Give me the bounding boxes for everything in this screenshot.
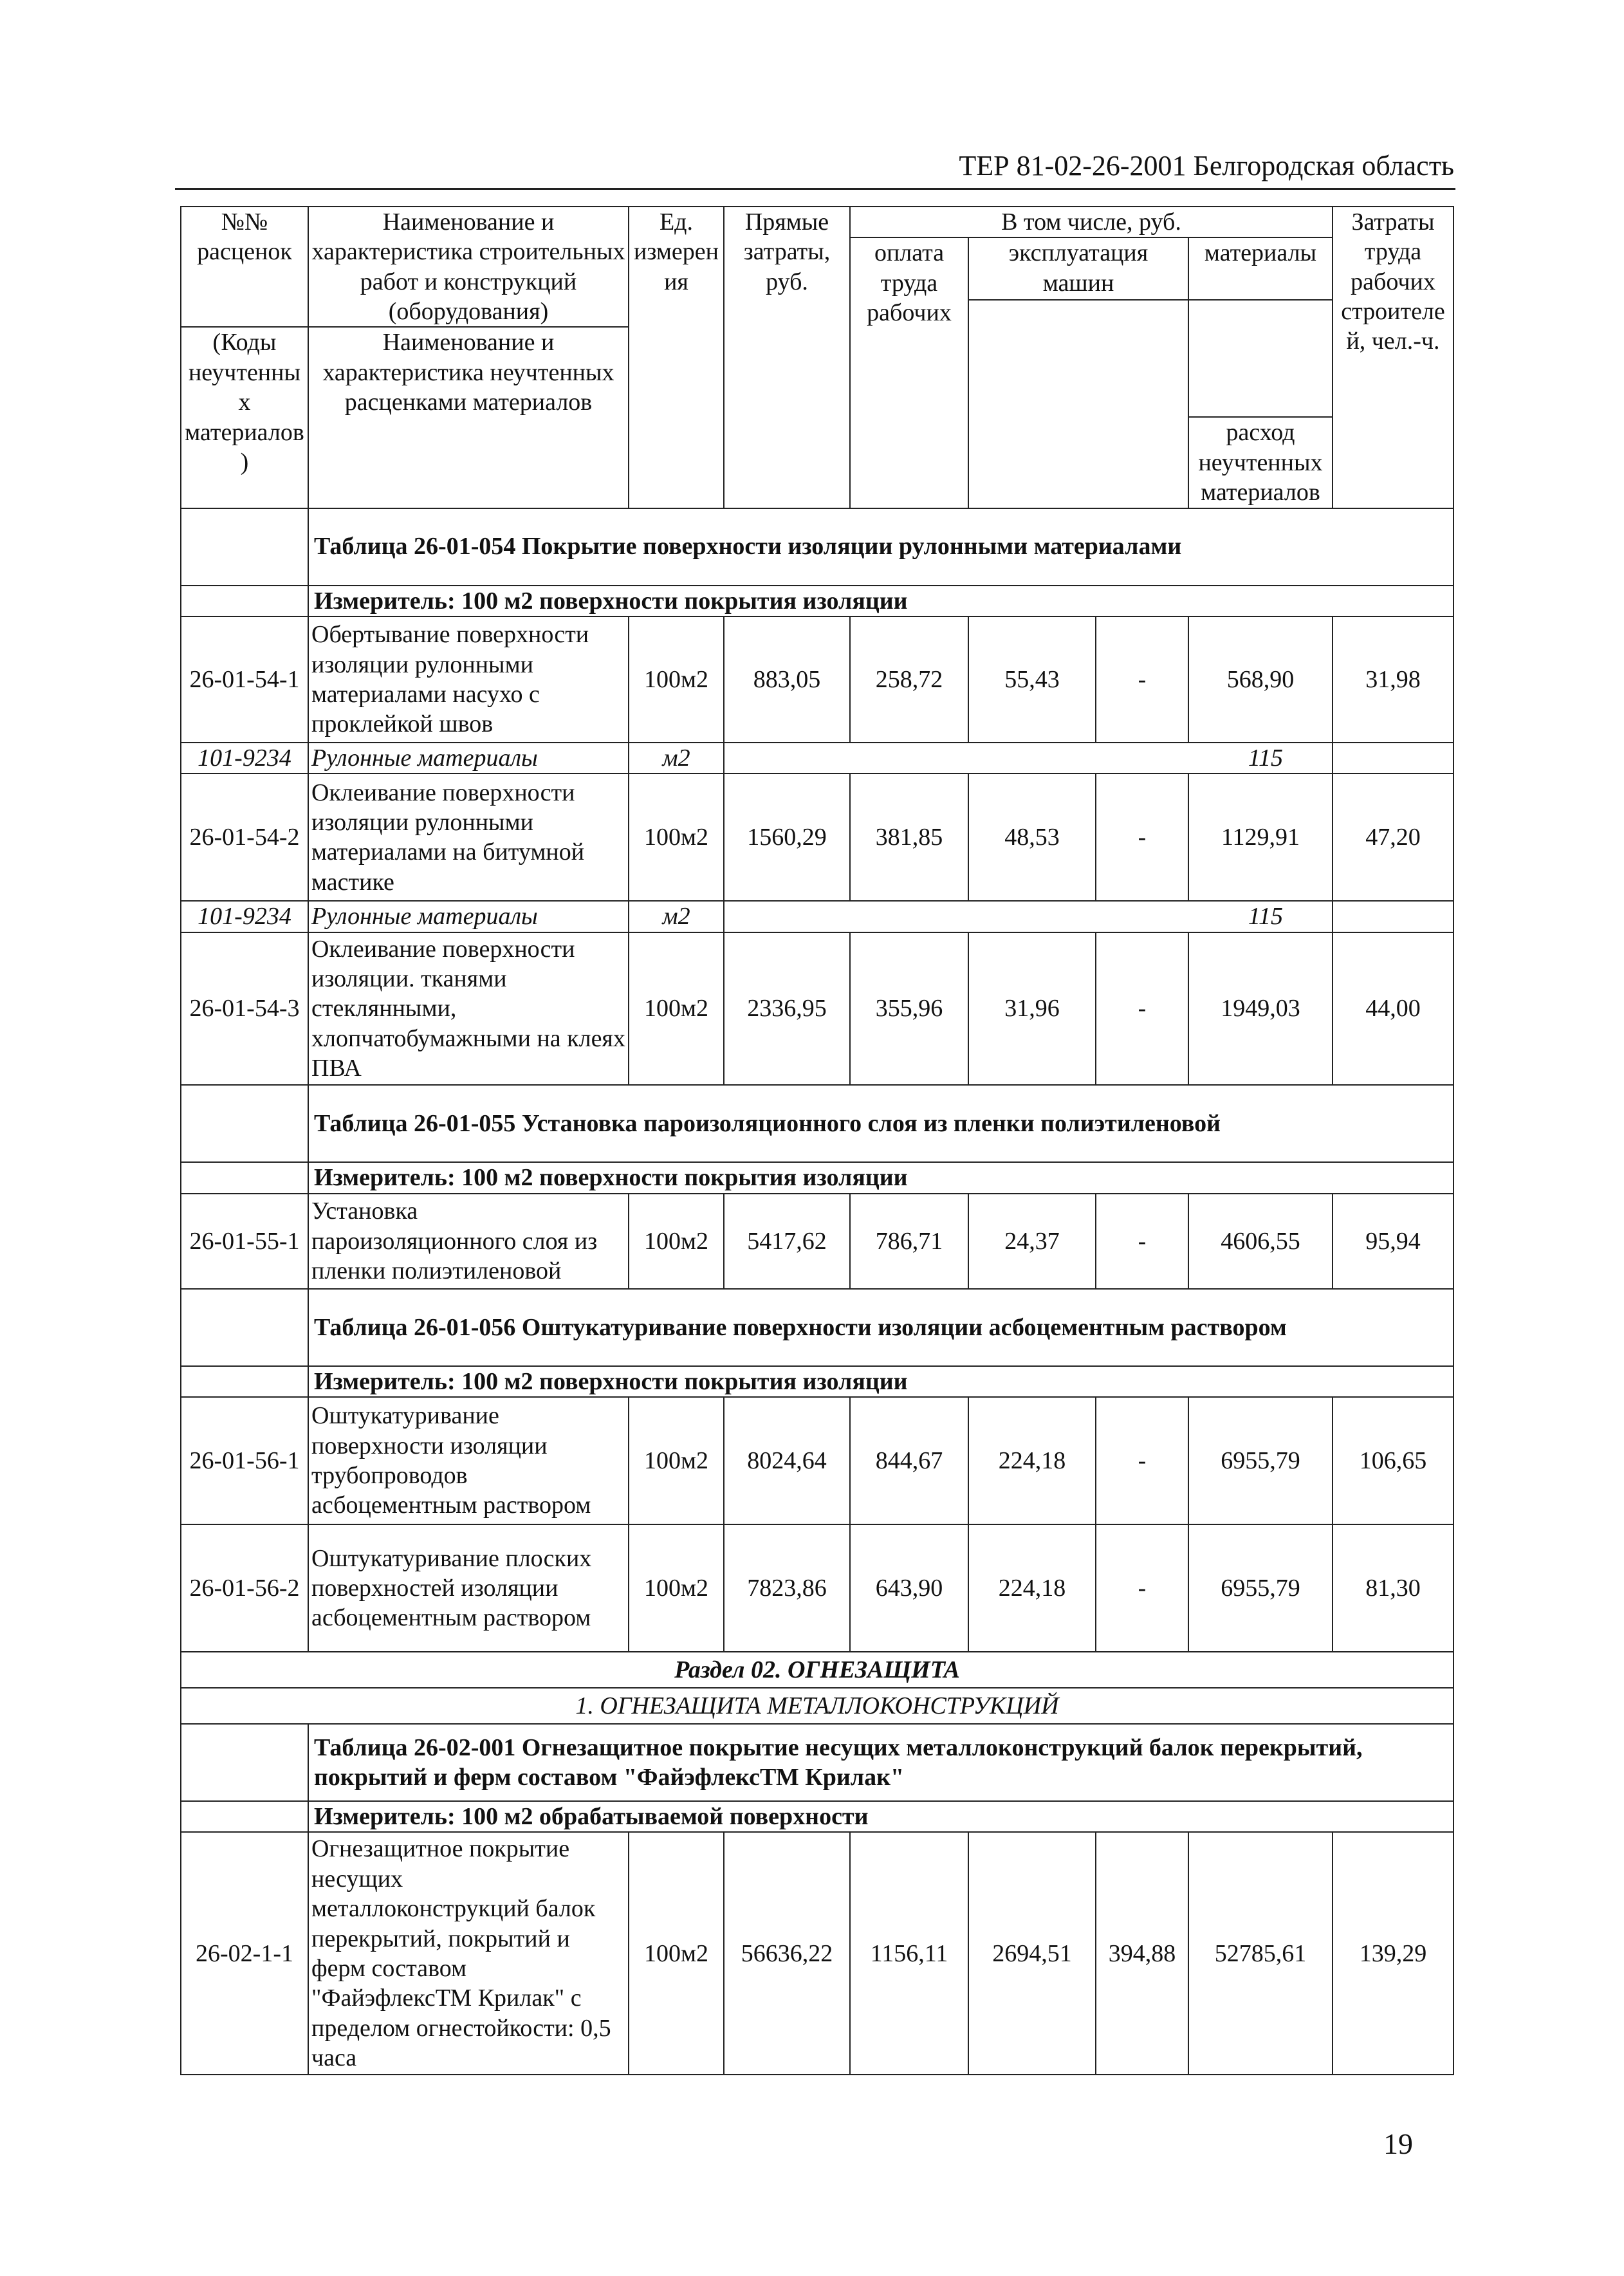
col-incl-header: В том числе, руб. bbox=[850, 207, 1333, 237]
blank-cell bbox=[181, 508, 308, 586]
direct-cost: 883,05 bbox=[724, 616, 850, 743]
blank-cell bbox=[181, 586, 308, 616]
direct-cost: 1560,29 bbox=[724, 773, 850, 901]
material-name: Рулонные материалы bbox=[308, 901, 629, 932]
machines-total: 31,96 bbox=[968, 932, 1096, 1086]
page-number: 19 bbox=[1383, 2127, 1413, 2160]
machines-total: 55,43 bbox=[968, 616, 1096, 743]
labor-hours: 47,20 bbox=[1333, 773, 1453, 901]
materials-cost: 568,90 bbox=[1188, 616, 1333, 743]
blank-cell bbox=[1333, 901, 1453, 932]
labor-hours: 31,98 bbox=[1333, 616, 1453, 743]
section-title: Раздел 02. ОГНЕЗАЩИТА bbox=[181, 1652, 1453, 1688]
materials-cost: 52785,61 bbox=[1188, 1832, 1333, 2075]
unit: 100м2 bbox=[629, 773, 724, 901]
direct-cost: 8024,64 bbox=[724, 1397, 850, 1524]
machines-total: 48,53 bbox=[968, 773, 1096, 901]
header-rule bbox=[175, 188, 1455, 190]
rate-name: Оштукатуривание поверхности изоляции трубопроводов асбоцементным раствором bbox=[308, 1397, 629, 1524]
labor-hours: 44,00 bbox=[1333, 932, 1453, 1086]
material-unit: м2 bbox=[629, 743, 724, 773]
blank-cell bbox=[181, 1366, 308, 1397]
material-code: 101-9234 bbox=[181, 743, 308, 773]
col-name-header: Наименование и характеристика строительных работ и конструкций (оборудования) bbox=[308, 207, 629, 327]
material-name: Рулонные материалы bbox=[308, 743, 629, 773]
price-table bbox=[180, 206, 1454, 2075]
unit: 100м2 bbox=[629, 1194, 724, 1289]
table-row bbox=[181, 932, 1453, 1086]
table-title: Таблица 26-02-001 Огнезащитное покрытие несущих металлоконструкций балок перекрытий, покрытий и ферм составом "ФайэфлексТМ Крилак" bbox=[308, 1724, 1453, 1801]
measure-line: Измеритель: 100 м2 поверхности покрытия изоляции bbox=[308, 1366, 1453, 1397]
table-title: Таблица 26-01-055 Установка пароизоляционного слоя из пленки полиэтиленовой bbox=[308, 1085, 1453, 1162]
labor-pay: 258,72 bbox=[850, 616, 968, 743]
table-title: Таблица 26-01-054 Покрытие поверхности изоляции рулонными материалами bbox=[308, 508, 1453, 586]
col-code2-header: (Коды неучтенных материалов) bbox=[181, 327, 308, 508]
machines-pay: - bbox=[1096, 616, 1188, 743]
labor-hours: 106,65 bbox=[1333, 1397, 1453, 1524]
labor-pay: 381,85 bbox=[850, 773, 968, 901]
blank-cell bbox=[181, 1162, 308, 1193]
rate-name: Огнезащитное покрытие несущих металлоконструкций балок перекрытий, покрытий и ферм составом "ФайэфлексТМ Крилак" с пределом огнестойкости: 0,5 часа bbox=[308, 1832, 629, 2075]
rate-code: 26-02-1-1 bbox=[181, 1832, 308, 2075]
labor-pay: 1156,11 bbox=[850, 1832, 968, 2075]
machines-total: 2694,51 bbox=[968, 1832, 1096, 2075]
col-machines-header: эксплуатация машин bbox=[968, 237, 1188, 300]
direct-cost: 5417,62 bbox=[724, 1194, 850, 1289]
direct-cost: 2336,95 bbox=[724, 932, 850, 1086]
rate-name: Установка пароизоляционного слоя из пленки полиэтиленовой bbox=[308, 1194, 629, 1289]
materials-cost: 6955,79 bbox=[1188, 1397, 1333, 1524]
section-subtitle: 1. ОГНЕЗАЩИТА МЕТАЛЛОКОНСТРУКЦИЙ bbox=[181, 1688, 1453, 1724]
measure-line: Измеритель: 100 м2 обрабатываемой поверхности bbox=[308, 1801, 1453, 1832]
rate-code: 26-01-56-2 bbox=[181, 1524, 308, 1652]
direct-cost: 56636,22 bbox=[724, 1832, 850, 2075]
materials-cost: 1129,91 bbox=[1188, 773, 1333, 901]
labor-pay: 786,71 bbox=[850, 1194, 968, 1289]
machines-pay: - bbox=[1096, 1397, 1188, 1524]
labor-hours: 139,29 bbox=[1333, 1832, 1453, 2075]
blank-cell bbox=[181, 1085, 308, 1162]
machines-total: 224,18 bbox=[968, 1524, 1096, 1652]
material-qty: 115 bbox=[724, 901, 1333, 932]
col-direct-header: Прямые затраты, руб. bbox=[724, 207, 850, 508]
rate-name: Оштукатуривание плоских поверхностей изоляции асбоцементным раствором bbox=[308, 1524, 629, 1652]
materials-cost: 4606,55 bbox=[1188, 1194, 1333, 1289]
rate-code: 26-01-54-2 bbox=[181, 773, 308, 901]
rate-name: Оклеивание поверхности изоляции. тканями стеклянными, хлопчатобумажными на клеях ПВА bbox=[308, 932, 629, 1086]
labor-hours: 95,94 bbox=[1333, 1194, 1453, 1289]
measure-line: Измеритель: 100 м2 поверхности покрытия изоляции bbox=[308, 586, 1453, 616]
col-materials-header: материалы bbox=[1188, 237, 1333, 300]
document-header: ТЕР 81-02-26-2001 Белгородская область bbox=[959, 150, 1454, 181]
col-machines-sub-space bbox=[968, 300, 1188, 508]
col-labor-header: Затраты труда рабочих строителей, чел.-ч. bbox=[1333, 207, 1453, 508]
col-unit-header: Ед. измерения bbox=[629, 207, 724, 508]
machines-total: 224,18 bbox=[968, 1397, 1096, 1524]
col-materials-space bbox=[1188, 300, 1333, 417]
rate-name: Обертывание поверхности изоляции рулонными материалами насухо с проклейкой швов bbox=[308, 616, 629, 743]
rate-code: 26-01-55-1 bbox=[181, 1194, 308, 1289]
material-qty: 115 bbox=[724, 743, 1333, 773]
table-title: Таблица 26-01-056 Оштукатуривание поверхности изоляции асбоцементным раствором bbox=[308, 1289, 1453, 1366]
machines-total: 24,37 bbox=[968, 1194, 1096, 1289]
unit: 100м2 bbox=[629, 616, 724, 743]
materials-cost: 1949,03 bbox=[1188, 932, 1333, 1086]
direct-cost: 7823,86 bbox=[724, 1524, 850, 1652]
labor-pay: 355,96 bbox=[850, 932, 968, 1086]
blank-cell bbox=[181, 1289, 308, 1366]
col-code-header: №№ расценок bbox=[181, 207, 308, 327]
labor-pay: 643,90 bbox=[850, 1524, 968, 1652]
unit: 100м2 bbox=[629, 1524, 724, 1652]
machines-pay: - bbox=[1096, 1524, 1188, 1652]
measure-line: Измеритель: 100 м2 поверхности покрытия изоляции bbox=[308, 1162, 1453, 1193]
col-matuse-header: расход неучтенных материалов bbox=[1188, 417, 1333, 508]
machines-pay: - bbox=[1096, 773, 1188, 901]
labor-pay: 844,67 bbox=[850, 1397, 968, 1524]
material-row bbox=[181, 901, 1453, 932]
labor-hours: 81,30 bbox=[1333, 1524, 1453, 1652]
table-row bbox=[181, 1194, 1453, 1289]
material-row bbox=[181, 743, 1453, 773]
machines-pay: - bbox=[1096, 932, 1188, 1086]
table-row bbox=[181, 1524, 1453, 1652]
blank-cell bbox=[181, 1801, 308, 1832]
unit: 100м2 bbox=[629, 1397, 724, 1524]
material-unit: м2 bbox=[629, 901, 724, 932]
blank-cell bbox=[1333, 743, 1453, 773]
machines-pay: - bbox=[1096, 1194, 1188, 1289]
materials-cost: 6955,79 bbox=[1188, 1524, 1333, 1652]
unit: 100м2 bbox=[629, 932, 724, 1086]
table-row bbox=[181, 616, 1453, 743]
rate-code: 26-01-54-3 bbox=[181, 932, 308, 1086]
table-row bbox=[181, 1832, 1453, 2075]
col-laborpay-header: оплата труда рабочих bbox=[850, 237, 968, 508]
blank-cell bbox=[181, 1724, 308, 1801]
rate-name: Оклеивание поверхности изоляции рулонными материалами на битумной мастике bbox=[308, 773, 629, 901]
rate-code: 26-01-56-1 bbox=[181, 1397, 308, 1524]
table-row bbox=[181, 1397, 1453, 1524]
machines-pay: 394,88 bbox=[1096, 1832, 1188, 2075]
table-row bbox=[181, 773, 1453, 901]
material-code: 101-9234 bbox=[181, 901, 308, 932]
unit: 100м2 bbox=[629, 1832, 724, 2075]
col-name2-header: Наименование и характеристика неучтенных расценками материалов bbox=[308, 327, 629, 508]
rate-code: 26-01-54-1 bbox=[181, 616, 308, 743]
